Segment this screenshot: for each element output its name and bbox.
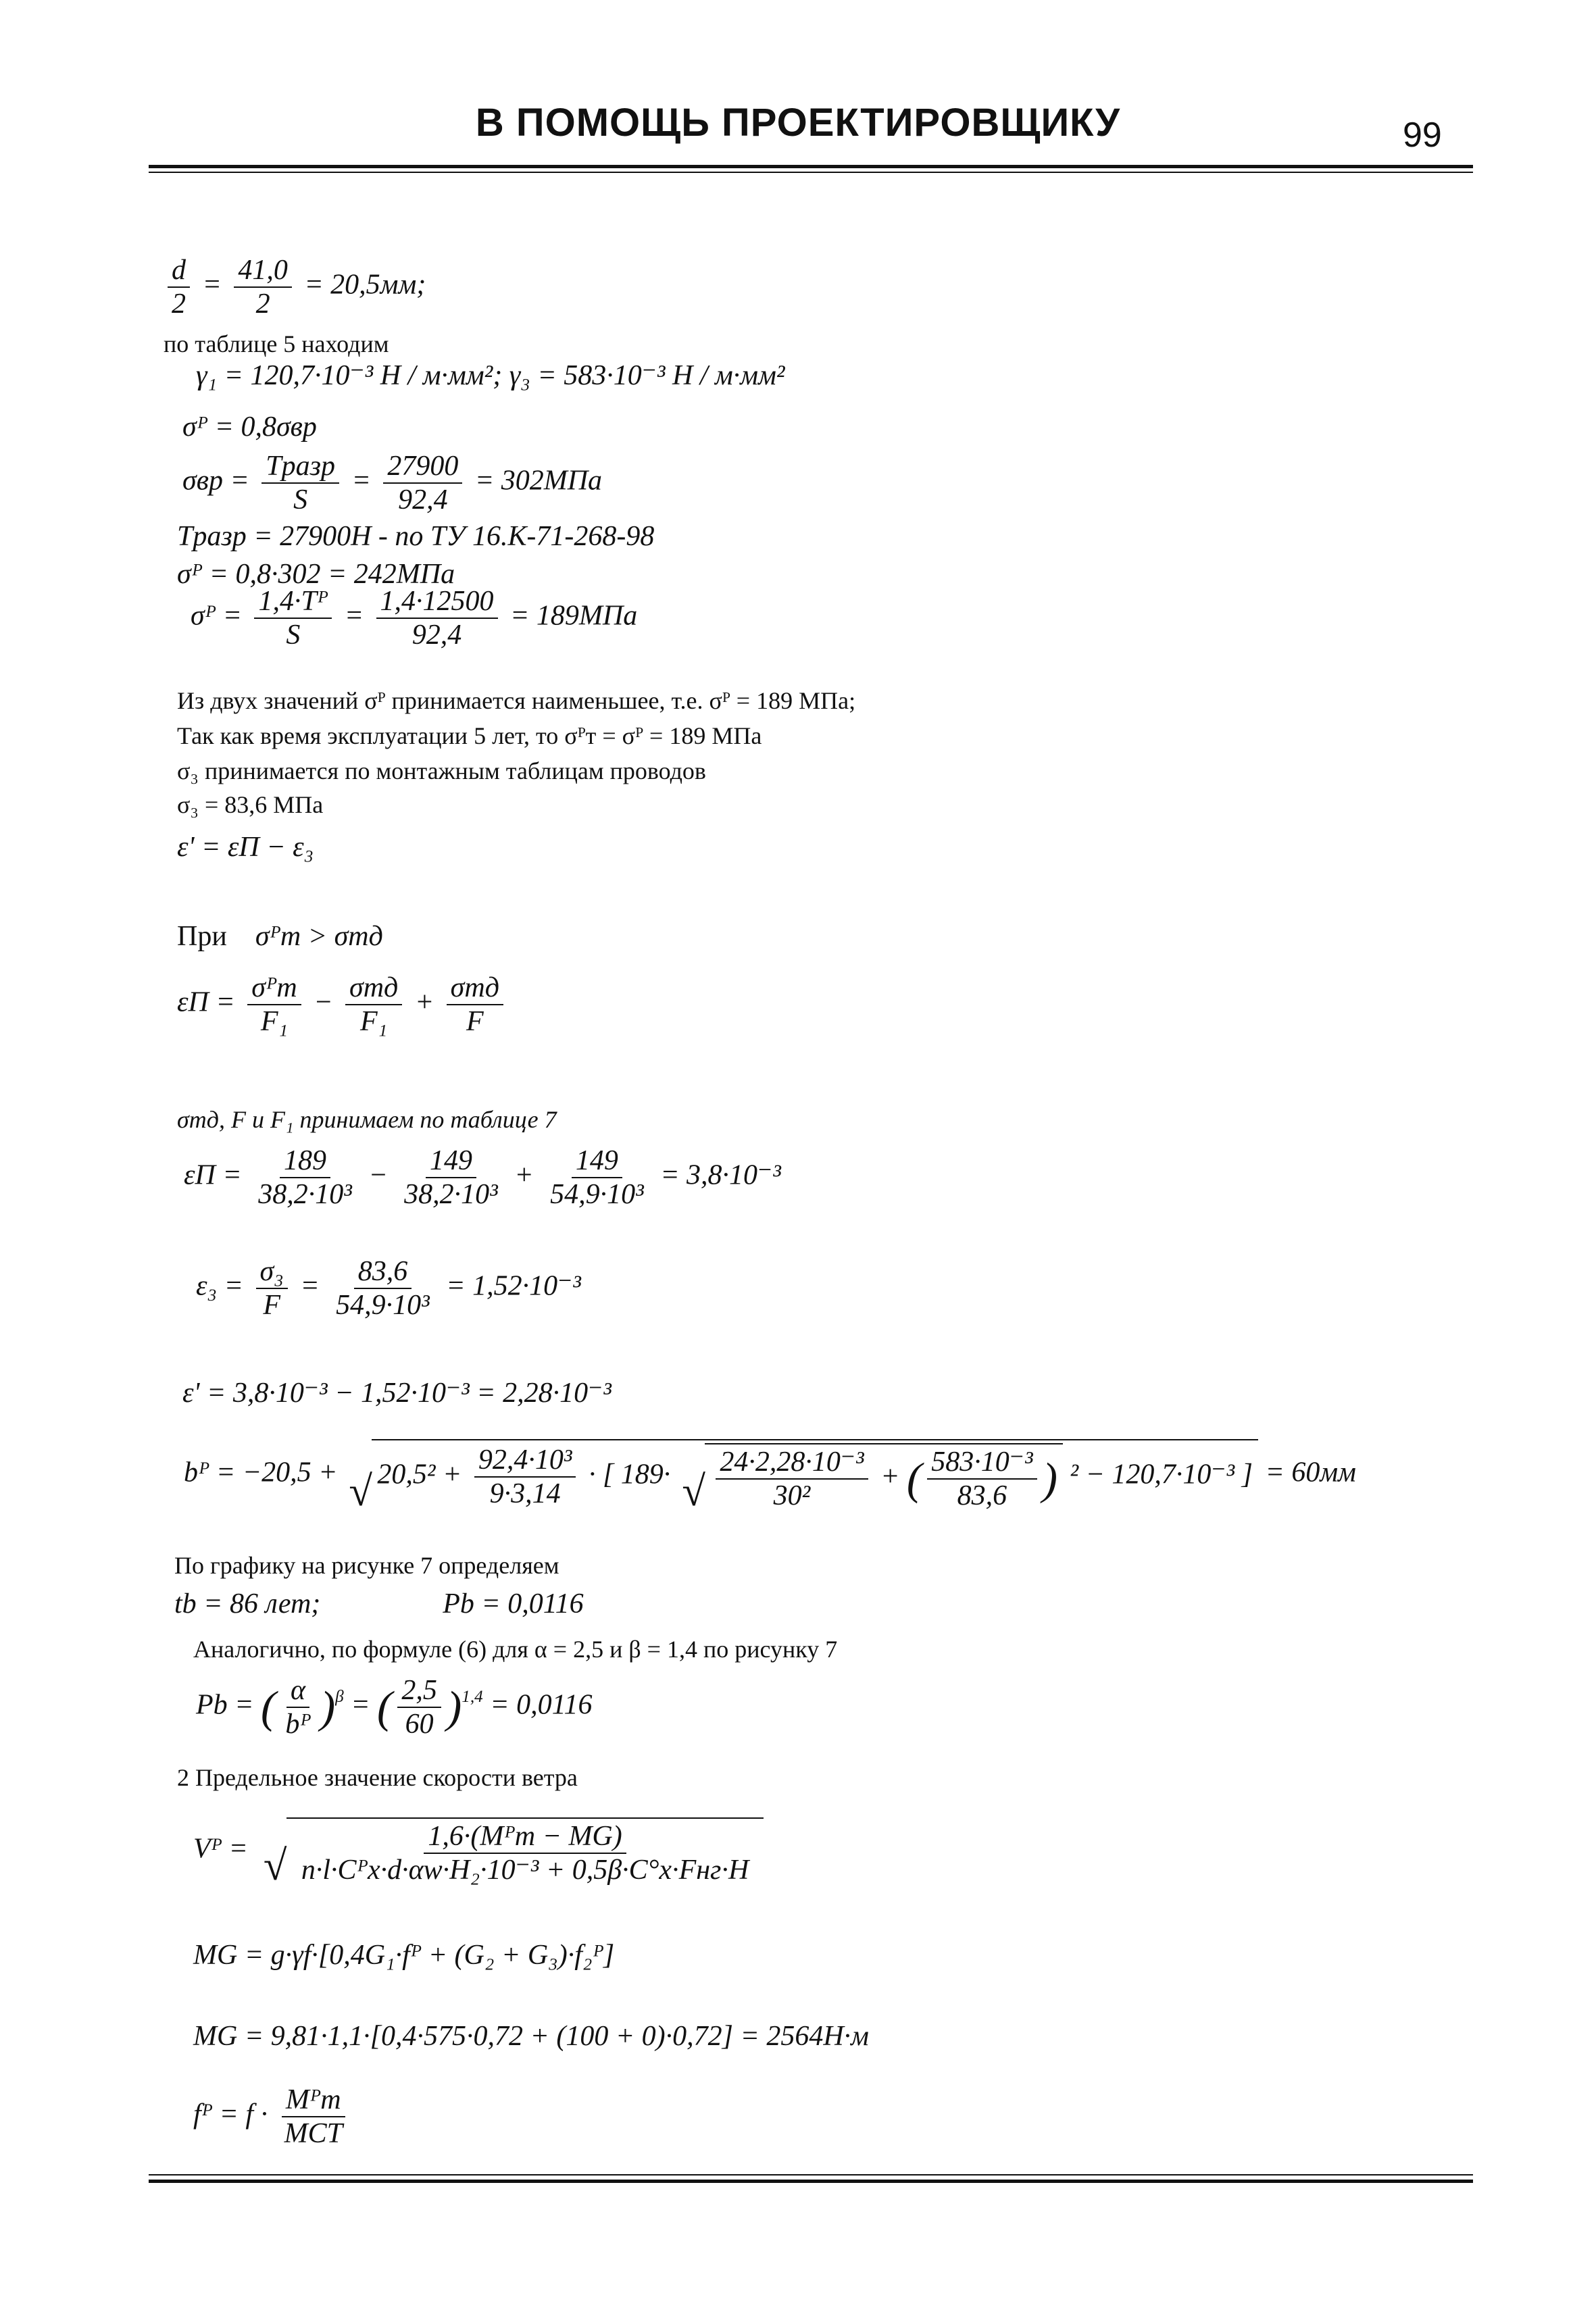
formula-d-half: $\frac{d}{2}$ = $\frac{41,0}{2}$ = 20,5мм; bbox=[162, 255, 426, 319]
text-wind-limit: 2 Предельное значение скорости ветра bbox=[177, 1764, 578, 1791]
formula-mg-general: MG = g·γf·[0,4G₁·fᴾ + (G₂ + G₃)·f₂ᴾ] bbox=[193, 1940, 615, 1971]
text-similarly: Аналогично, по формуле (6) для α = 2,5 и β = 1,4 по рисунку 7 bbox=[193, 1636, 838, 1663]
formula-pb: Pb = ( $\frac{\alpha}{\text{bᴾ}}$ )$^\beta$ = ( $\frac{2,5}{60}$ )$^{1,4}$ = 0,0116 bbox=[196, 1675, 593, 1740]
formula-b-p: bᴾ = −20,5 + √ 20,5² + $\frac{\text{92,4·10³}}{9\cdot 3,14}$ · [ 189· √ $\frac{\text{24·2,28·10⁻³}}{\text{30²}}$ + ( $\frac{\text{583·10⁻³}}{83,6}$ ) ² − 120,7·10⁻³ ] = 60мм bbox=[184, 1439, 1356, 1511]
text-table7: σтд, F и F₁ принимаем по таблице 7 bbox=[177, 1106, 557, 1133]
formula-epsilon-p-general: εП = $\frac{\text{σᴾт}}{\text{F₁}}$ − $\frac{\text{σтд}}{\text{F₁}}$ + $\frac{\text{σтд}}{F}$ bbox=[177, 973, 509, 1036]
text-min-value: Из двух значений σᴾ принимается наименьшее, т.е. σᴾ = 189 МПа; bbox=[177, 687, 856, 714]
formula-sigma-p-242: σᴾ = 0,8·302 = 242МПа bbox=[177, 559, 455, 590]
formula-epsilon-prime-numeric: ε' = 3,8·10⁻³ − 1,52·10⁻³ = 2,28·10⁻³ bbox=[182, 1378, 612, 1409]
text-sigma3-value: σ₃ = 83,6 МПа bbox=[177, 791, 324, 818]
footer-rule-thin bbox=[149, 2174, 1473, 2175]
formula-gamma: γ₁ = 120,7·10⁻³ Н / м·мм²; γ₃ = 583·10⁻³ Н / м·мм² bbox=[196, 360, 785, 391]
formula-epsilon-prime: ε' = εП − ε₃ bbox=[177, 832, 314, 863]
formula-sigma-vr: σвр = $\frac{\text{Tразр}}{S}$ = $\frac{27900}{92,4}$ = 302МПа bbox=[182, 451, 603, 516]
formula-t-razr: Tразр = 27900Н - по ТУ 16.К-71-268-98 bbox=[177, 521, 655, 552]
formula-v-p: Vᴾ = √ $\frac{\text{1,6·(Mᴾт − MG)}}{\text{n·l·Cᴾx·d·αw·H₂·10⁻³ + 0,5β·C°x·Fнг·H}}$ bbox=[193, 1817, 764, 1885]
formula-condition: При σᴾт > σтд bbox=[177, 921, 383, 952]
formula-epsilon-3: ε₃ = $\frac{\text{σ₃}}{F}$ = $\frac{83,6}{\text{54,9·10³}}$ = 1,52·10⁻³ bbox=[196, 1256, 581, 1322]
formula-mg-numeric: MG = 9,81·1,1·[0,4·575·0,72 + (100 + 0)·0,72] = 2564Н·м bbox=[193, 2021, 869, 2052]
formula-sigma-p-189: σᴾ = $\frac{\text{1,4·Tᴾ}}{S}$ = $\frac{1,4\cdot 12500}{92,4}$ = 189МПа bbox=[191, 586, 638, 651]
text-table5: по таблице 5 находим bbox=[164, 330, 389, 357]
page-number: 99 bbox=[1403, 116, 1442, 155]
page-header-title: В ПОМОЩЬ ПРОЕКТИРОВЩИКУ bbox=[475, 101, 1121, 145]
formula-sigma-p-08: σᴾ = 0,8σвр bbox=[182, 411, 317, 443]
formula-f-p: fᴾ = f · $\frac{\text{Mᴾт}}{\text{MCT}}$ bbox=[193, 2085, 352, 2148]
formula-epsilon-p-numeric: εП = $\frac{189}{\text{38,2·10³}}$ − $\frac{149}{\text{38,2·10³}}$ + $\frac{149}{\text{54,9·10³}}$ = 3,8·10⁻³ bbox=[184, 1145, 781, 1211]
text-graph-fig7: По графику на рисунке 7 определяем bbox=[174, 1552, 559, 1579]
header-rule-thick bbox=[149, 165, 1473, 168]
footer-rule-thick bbox=[149, 2180, 1473, 2183]
text-sigma3-tables: σ₃ принимается по монтажным таблицам проводов bbox=[177, 757, 706, 784]
formula-tb-pb: tb = 86 лет; Pb = 0,0116 bbox=[174, 1588, 584, 1619]
text-service-time: Так как время эксплуатации 5 лет, то σᴾт = σᴾ = 189 МПа bbox=[177, 722, 762, 749]
header-rule-thin bbox=[149, 172, 1473, 173]
